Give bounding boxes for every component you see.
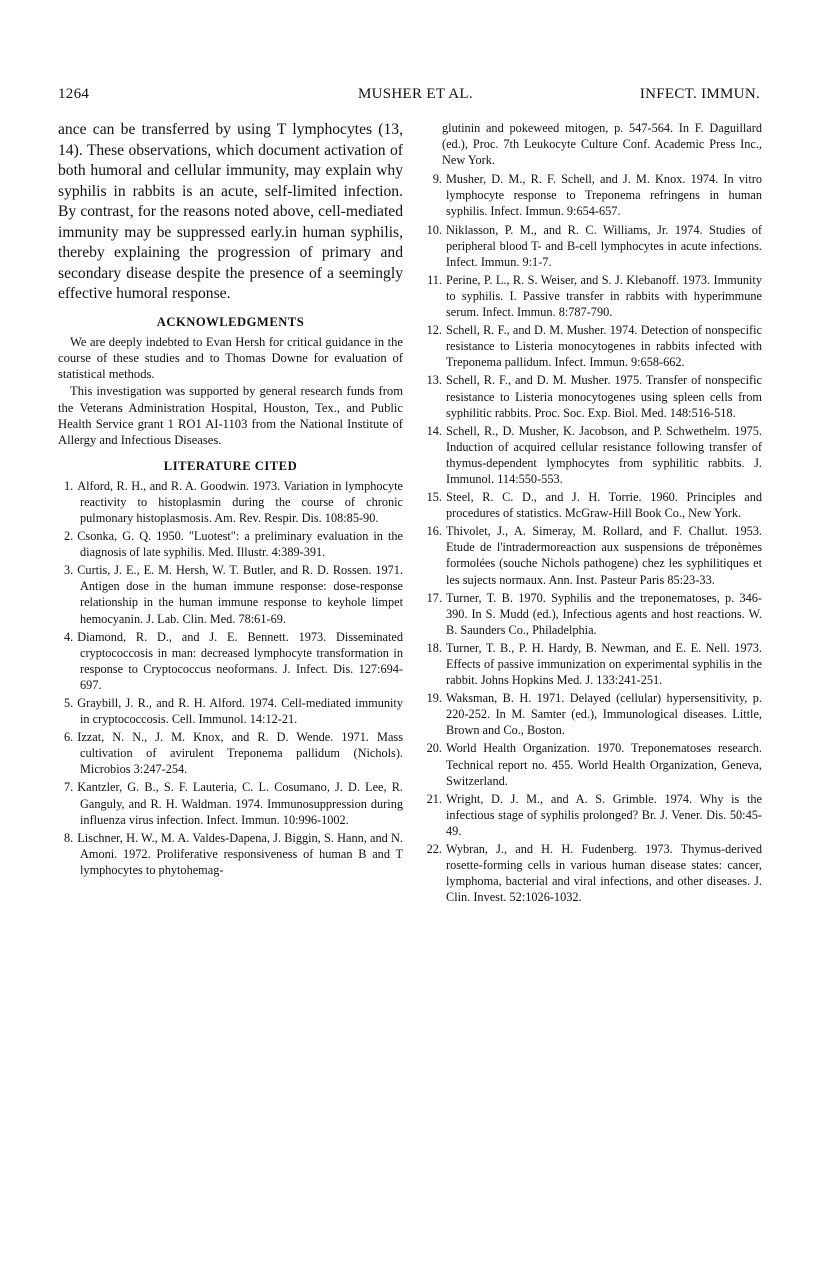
reference-item: 8. Lischner, H. W., M. A. Valdes-Dapena, J. Biggin, S. Hann, and N. Amoni. 1972. Proliferative responsiveness of human B and T lymphocytes to phytohemag- <box>64 830 403 877</box>
reference-list-right <box>420 171 762 905</box>
reference-item: 3. Curtis, J. E., E. M. Hersh, W. T. Butler, and R. D. Rossen. 1971. Antigen dose in the human immune response: dose-response relationship in the human immune response to keyhole limpet hemocyanin. J. Lab. Clin. Med. 78:61-69. <box>64 563 403 626</box>
running-header <box>58 86 760 108</box>
ack-paragraph: This investigation was supported by general research funds from the Veterans Administration Hospital, Houston, Tex., and Public Health Service grant 1 RO1 AI-1103 from the National Institute of Allergy and Infectious Diseases. <box>58 384 403 448</box>
acknowledgments-heading: ACKNOWLEDGMENTS <box>156 314 305 329</box>
reference-item: 5. Graybill, J. R., and R. H. Alford. 1974. Cell-mediated immunity in cryptococcosis. Cell. Immunol. 14:12-21. <box>64 695 403 727</box>
reference-item: 7. Kantzler, G. B., S. F. Lauteria, C. L. Cosumano, J. D. Lee, R. Ganguly, and R. H. Waldman. 1974. Immunosuppression during influenza virus infection. Infect. Immun. 10:996-1002. <box>64 780 403 827</box>
reference-item: 22. Wybran, J., and H. H. Fudenberg. 1973. Thymus-derived rosette-forming cells in various human disease states: cancer, lymphoma, bacterial and viral infections, and other diseases. J. Clin. Invest. 52:1026-1032. <box>426 842 762 905</box>
reference-item: 17. Turner, T. B. 1970. Syphilis and the treponematoses, p. 346-390. In S. Mudd (ed.), Infectious agents and host reactions. W. B. Saunders Co., Philadelphia. <box>426 590 762 637</box>
reference-item: 6. Izzat, N. N., J. M. Knox, and R. D. Wende. 1971. Mass cultivation of avirulent Treponema pallidum (Nichols). Microbios 3:247-254. <box>64 730 403 777</box>
reference-item: 13. Schell, R. F., and D. M. Musher. 1975. Transfer of nonspecific resistance to Listeria monocytogenes using spleen cells from syphilitic rabbits. Proc. Soc. Exp. Biol. Med. 148:516-518. <box>426 373 762 420</box>
literature-heading: LITERATURE CITED <box>163 458 298 473</box>
left-column <box>58 120 403 880</box>
reference-item: 19. Waksman, B. H. 1971. Delayed (cellular) hypersensitivity, p. 220-252. In M. Samter (ed.), Immunological diseases. Little, Brown and Co., Boston. <box>426 691 762 738</box>
reference-item: 14. Schell, R., D. Musher, K. Jacobson, and P. Schwethelm. 1975. Induction of acquired cellular resistance following transfer of thymus-dependent lymphocytes from syphilitic rabbits. J. Immunol. 114:550-553. <box>426 423 762 486</box>
reference-item: 16. Thivolet, J., A. Simeray, M. Rollard, and F. Challut. 1953. Etude de l'intradermoreaction aux suspensions de tréponèmes formolées (souche Nichols pathogene) chez les syphilitiques et les sujects normaux. Ann. Inst. Pasteur Paris 85:23-33. <box>426 524 762 587</box>
reference-item: 12. Schell, R. F., and D. M. Musher. 1974. Detection of nonspecific resistance to Listeria monocytogenes in rabbits infected with Treponema pallidum. Infect. Immun. 9:658-662. <box>426 323 762 370</box>
running-authors: MUSHER ET AL. <box>358 86 473 102</box>
reference-item: 20. World Health Organization. 1970. Treponematoses research. Technical report no. 455. World Health Organization, Geneva, Switzerland. <box>426 741 762 788</box>
reference-item: 4. Diamond, R. D., and J. E. Bennett. 1973. Disseminated cryptococcosis in man: decreased lymphocyte transformation in response to Cryptococcus neoformans. J. Infect. Dis. 127:694-697. <box>64 629 403 692</box>
right-column <box>420 120 762 907</box>
reference-item: 18. Turner, T. B., P. H. Hardy, B. Newman, and E. E. Nell. 1973. Effects of passive immunization on experimental syphilis in the rabbit. Johns Hopkins Med. J. 133:241-251. <box>426 640 762 688</box>
reference-item: 11. Perine, P. L., R. S. Weiser, and S. J. Klebanoff. 1973. Immunity to syphilis. I. Passive transfer in rabbits with hyperimmune serum. Infect. Immun. 8:787-790. <box>427 272 762 320</box>
reference-item: 10. Niklasson, P. M., and R. C. Williams, Jr. 1974. Studies of peripheral blood T- and B-cell lymphocytes in acute infections. Infect. Immun. 9:1-7. <box>426 222 762 269</box>
journal-abbrev: INFECT. IMMUN. <box>639 86 760 102</box>
reference-list-left <box>58 478 403 878</box>
reference-item: 21. Wright, D. J. M., and A. S. Grimble. 1974. Why is the infectious stage of syphilis prolonged? Br. J. Vener. Dis. 50:45-49. <box>426 791 762 838</box>
reference-item: 2. Csonka, G. Q. 1950. "Luotest": a preliminary evaluation in the diagnosis of late syphilis. Med. Illustr. 4:389-391. <box>64 529 403 560</box>
reference-item: 1. Alford, R. H., and R. A. Goodwin. 1973. Variation in lymphocyte reactivity to histoplasmin during the course of chronic pulmonary histoplasmosis. Am. Rev. Respir. Dis. 108:85-90. <box>64 478 403 525</box>
reference-continuation: glutinin and pokeweed mitogen, p. 547-564. In F. Daguillard (ed.), Proc. 7th Leukocyte Culture Conf. Academic Press Inc., New York. <box>442 121 762 168</box>
reference-item: 9. Musher, D. M., R. F. Schell, and J. M. Knox. 1974. In vitro lymphocyte response to Treponema refringens in human syphilis. Infect. Immun. 9:654-657. <box>432 172 762 219</box>
ack-paragraph: We are deeply indebted to Evan Hersh for critical guidance in the course of these studies and to Thomas Downe for evaluation of statistical methods. <box>58 334 403 382</box>
body-paragraph: ance can be transferred by using T lymphocytes (13, 14). These observations, which document activation of both humoral and cellular immunity, may explain why syphilis in rabbits is an acute, self-limited infection. By contrast, for the reasons noted above, cell-mediated immunity may be suppressed early.in human syphilis, thereby explaining the progression of primary and secondary disease despite the presence of a seemingly effective humoral response. <box>58 121 403 302</box>
acknowledgments-section <box>58 334 403 449</box>
page-number: 1264 <box>58 86 90 102</box>
reference-item: 15. Steel, R. C. D., and J. H. Torrie. 1960. Principles and procedures of statistics. McGraw-Hill Book Co., New York. <box>426 490 762 521</box>
